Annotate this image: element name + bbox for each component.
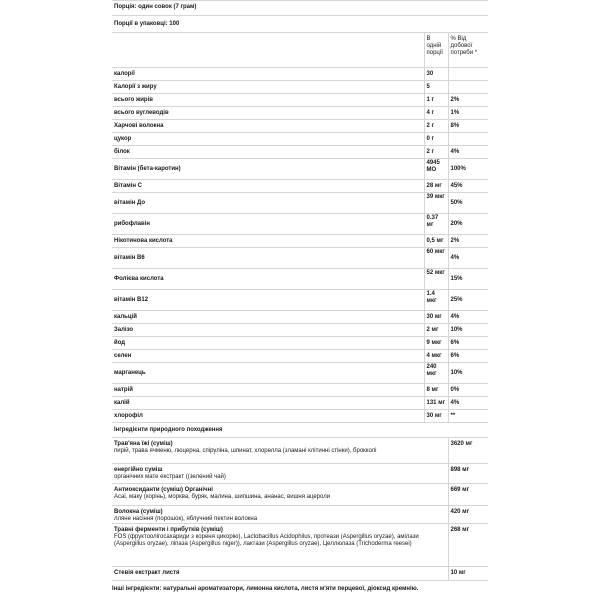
nutrient-amount: 131 мг	[424, 396, 448, 409]
ingredient-blend-detail: Асаі, маку (корінь), морква, буряк, малина, шипшина, ананас, вишня ацероли	[114, 493, 331, 500]
nutrient-daily-value: 1%	[448, 106, 488, 119]
ingredient-blend-row	[112, 437, 488, 463]
ingredient-blend-amount: 10 мг	[448, 566, 488, 580]
serving-size: Порція: один совок (7 грам)	[112, 0, 488, 15]
nutrient-row	[112, 213, 488, 234]
ingredient-blend-amount: 420 мг	[448, 505, 488, 523]
nutrient-row	[112, 179, 488, 192]
nutrient-amount: 39 мкг	[424, 192, 448, 213]
nutrient-amount: 60 мкг	[424, 247, 448, 268]
nutrient-name: Залізо	[112, 323, 424, 336]
nutrient-amount: 1.4 мкг	[424, 289, 448, 310]
nutrient-daily-value: 4%	[448, 145, 488, 158]
natural-ingredients-heading-row	[112, 422, 488, 437]
nutrient-row	[112, 409, 488, 422]
nutrient-amount: 28 мг	[424, 179, 448, 192]
nutrient-amount: 2 г	[424, 119, 448, 132]
nutrient-daily-value: 15%	[448, 268, 488, 289]
ingredient-blend-name: Стевія екстракт листя	[114, 569, 180, 576]
nutrient-name: Калорії з жиру	[112, 80, 424, 93]
ingredient-blend-amount: 898 мг	[448, 463, 488, 483]
nutrient-amount: 30 мг	[424, 409, 448, 422]
nutrient-daily-value: 20%	[448, 213, 488, 234]
nutrient-name: Вітамін С	[112, 179, 424, 192]
nutrient-daily-value: 0%	[448, 383, 488, 396]
ingredient-blend-detail: органічних мате екстракт ((зелений чай)	[114, 473, 226, 480]
nutrient-row	[112, 289, 488, 310]
nutrient-name: вітамін До	[112, 192, 424, 213]
supplement-facts-table	[112, 0, 488, 581]
nutrient-amount: 9 мкг	[424, 336, 448, 349]
nutrient-daily-value: 25%	[448, 289, 488, 310]
ingredient-blend-detail: лляне насіння (порошок), яблучний пектин волокна	[114, 515, 258, 522]
nutrient-row	[112, 362, 488, 383]
ingredient-blend-name: Травні ферменти і прибутків (суміш)	[114, 526, 223, 533]
nutrient-daily-value	[448, 132, 488, 145]
nutrient-daily-value: 4%	[448, 396, 488, 409]
nutrient-name: всього вуглеводів	[112, 106, 424, 119]
nutrient-name: Нікотинова кислота	[112, 234, 424, 247]
nutrient-row	[112, 383, 488, 396]
nutrient-amount: 8 мг	[424, 383, 448, 396]
nutrient-row	[112, 132, 488, 145]
nutrient-amount: 0 г	[424, 132, 448, 145]
nutrient-amount: 2 мг	[424, 323, 448, 336]
nutrient-daily-value: 4%	[448, 247, 488, 268]
nutrient-amount: 52 мкг	[424, 268, 448, 289]
ingredient-blend-amount: 268 мг	[448, 523, 488, 566]
nutrient-daily-value: 10%	[448, 362, 488, 383]
nutrient-daily-value: 2%	[448, 234, 488, 247]
ingredient-blend-row	[112, 463, 488, 483]
nutrient-daily-value: 6%	[448, 336, 488, 349]
nutrient-daily-value	[448, 67, 488, 80]
ingredient-blend-detail: FOS (фруктоолігосахариди з кореня цикорію), Lactobacillus Acidophilus, протеази (Aspergillus oryzae), амілази (Aspergillus oryzae), ліпаза (Aspergillus niger)), лактази (Aspergillus oryzae), Целлюлаза (Trichoderma reesei)	[114, 533, 419, 547]
nutrient-name: білок	[112, 145, 424, 158]
nutrient-daily-value	[448, 80, 488, 93]
nutrient-name: хлорофіл	[112, 409, 424, 422]
nutrient-name: всього жирів	[112, 93, 424, 106]
nutrient-daily-value: 2%	[448, 93, 488, 106]
nutrient-row	[112, 119, 488, 132]
ingredient-blend-name: Трав'яна їжі (суміш)	[114, 440, 173, 447]
nutrient-row	[112, 310, 488, 323]
nutrient-daily-value: 100%	[448, 158, 488, 179]
ingredient-blend-detail: пирій, трава ячменю, люцерна, спіруліна, шпинат, хлорелла (зламані клітинні стінки), брокколі	[114, 447, 377, 454]
nutrient-row	[112, 349, 488, 362]
nutrient-amount: 5	[424, 80, 448, 93]
natural-ingredients-heading: Інгредієнти природного походження	[112, 422, 488, 437]
ingredient-blend-row	[112, 483, 488, 505]
nutrient-row	[112, 93, 488, 106]
ingredient-blend-row	[112, 505, 488, 523]
nutrient-amount: 4 мкг	[424, 349, 448, 362]
nutrient-name: вітамін B12	[112, 289, 424, 310]
nutrient-row	[112, 247, 488, 268]
ingredient-blend-amount: 3620 мг	[448, 437, 488, 463]
nutrient-amount: 30	[424, 67, 448, 80]
nutrient-row	[112, 268, 488, 289]
servings-per-pack-row	[112, 15, 488, 32]
nutrient-name: йод	[112, 336, 424, 349]
nutrient-daily-value: 10%	[448, 323, 488, 336]
nutrient-row	[112, 158, 488, 179]
nutrient-daily-value: 4%	[448, 310, 488, 323]
nutrient-row	[112, 80, 488, 93]
ingredient-blend-name: Волокна (суміш)	[114, 508, 163, 515]
ingredient-blend-name: Антиоксиданти (суміш) Органічні	[114, 486, 213, 493]
nutrient-row	[112, 145, 488, 158]
nutrient-amount: 2 г	[424, 145, 448, 158]
nutrient-name: вітамін B6	[112, 247, 424, 268]
column-header-row	[112, 32, 488, 67]
nutrient-row	[112, 336, 488, 349]
nutrient-name: Вітамін (бета-каротин)	[112, 158, 424, 179]
nutrient-amount: 0.37 мг	[424, 213, 448, 234]
ingredient-blend-name: енергійно суміш	[114, 466, 163, 473]
servings-per-pack: Порції в упаковці: 100	[112, 15, 488, 32]
nutrient-row	[112, 106, 488, 119]
nutrient-daily-value: 8%	[448, 119, 488, 132]
nutrient-row	[112, 323, 488, 336]
nutrient-name: калій	[112, 396, 424, 409]
amount-column-header: В одній порції	[424, 32, 448, 67]
other-ingredients-note: Інші інгредієнти: натуральні ароматизатори, лимонна кислота, листя м'яти перцевої, діоксид кремнію.	[112, 586, 419, 592]
nutrient-daily-value: 6%	[448, 349, 488, 362]
ingredient-blend-row	[112, 566, 488, 580]
nutrient-amount: 4945 МО	[424, 158, 448, 179]
serving-size-row	[112, 0, 488, 15]
nutrient-amount: 4 г	[424, 106, 448, 119]
nutrient-name: калорії	[112, 67, 424, 80]
nutrient-name: Фолієва кислота	[112, 268, 424, 289]
nutrient-name: марганець	[112, 362, 424, 383]
nutrient-row	[112, 396, 488, 409]
nutrient-name: кальцій	[112, 310, 424, 323]
nutrient-row	[112, 67, 488, 80]
nutrient-row	[112, 234, 488, 247]
daily-value-column-header: % Від добової потреби *	[448, 32, 488, 67]
nutrient-name: натрій	[112, 383, 424, 396]
nutrient-daily-value: 45%	[448, 179, 488, 192]
nutrient-row	[112, 192, 488, 213]
nutrient-name: Харчові волокна	[112, 119, 424, 132]
nutrient-name: цукор	[112, 132, 424, 145]
nutrient-amount: 0,5 мг	[424, 234, 448, 247]
nutrient-amount: 240 мкг	[424, 362, 448, 383]
nutrient-daily-value: 50%	[448, 192, 488, 213]
ingredient-blend-row	[112, 523, 488, 566]
nutrient-amount: 30 мг	[424, 310, 448, 323]
nutrient-amount: 1 г	[424, 93, 448, 106]
nutrient-name: рибофлавін	[112, 213, 424, 234]
nutrient-name: селен	[112, 349, 424, 362]
nutrient-daily-value: **	[448, 409, 488, 422]
ingredient-blend-amount: 669 мг	[448, 483, 488, 505]
